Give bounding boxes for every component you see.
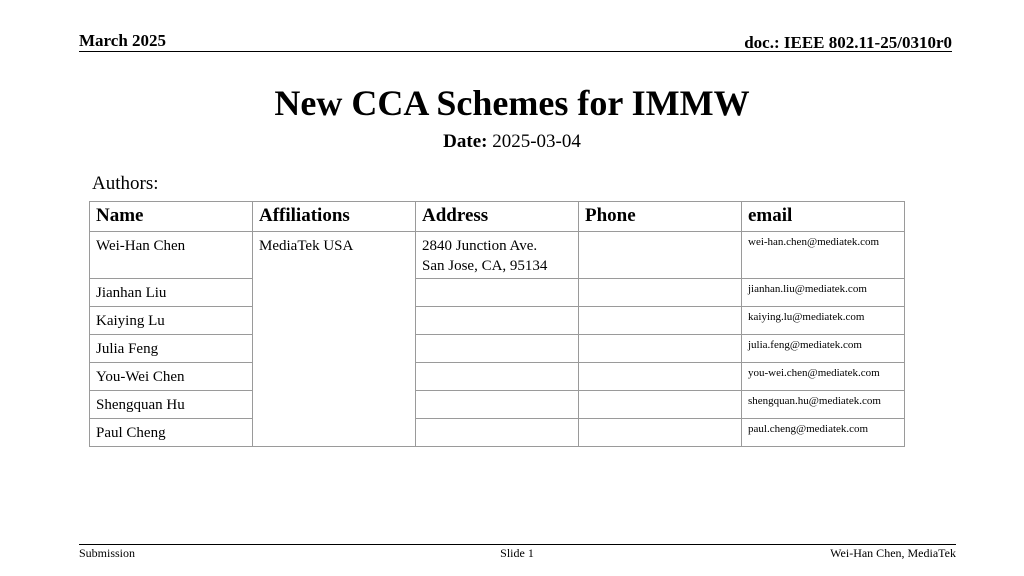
author-name: Paul Cheng bbox=[90, 419, 253, 447]
author-phone bbox=[579, 307, 742, 335]
table-row bbox=[90, 232, 905, 279]
table-row bbox=[90, 363, 905, 391]
footer-slide-number: Slide 1 bbox=[500, 546, 534, 560]
author-phone bbox=[579, 279, 742, 307]
author-address bbox=[416, 363, 579, 391]
author-email: wei-han.chen@mediatek.com bbox=[742, 232, 905, 279]
slide-title: New CCA Schemes for IMMW bbox=[274, 83, 750, 123]
footer-author: Wei-Han Chen, MediaTek bbox=[830, 546, 956, 560]
author-phone bbox=[579, 391, 742, 419]
footer-rule bbox=[79, 544, 956, 545]
table-row bbox=[90, 335, 905, 363]
authors-table bbox=[89, 201, 905, 447]
address-line-1: 2840 Junction Ave. bbox=[422, 238, 538, 254]
col-header-phone: Phone bbox=[579, 202, 742, 232]
author-address bbox=[416, 391, 579, 419]
author-address bbox=[416, 307, 579, 335]
header-doc-id: doc.: IEEE 802.11-25/0310r0 bbox=[744, 33, 952, 52]
table-row bbox=[90, 307, 905, 335]
author-name: Jianhan Liu bbox=[90, 279, 253, 307]
author-email: jianhan.liu@mediatek.com bbox=[742, 279, 905, 307]
author-phone bbox=[579, 232, 742, 279]
table-header-row bbox=[90, 202, 905, 232]
col-header-address: Address bbox=[416, 202, 579, 232]
author-name: Kaiying Lu bbox=[90, 307, 253, 335]
col-header-name: Name bbox=[90, 202, 253, 232]
author-phone bbox=[579, 335, 742, 363]
footer-submission: Submission bbox=[79, 546, 136, 560]
table-row bbox=[90, 391, 905, 419]
table-row bbox=[90, 279, 905, 307]
date-value: 2025-03-04 bbox=[492, 131, 581, 152]
author-name: Wei-Han Chen bbox=[90, 232, 253, 279]
col-header-email: email bbox=[742, 202, 905, 232]
author-address bbox=[416, 335, 579, 363]
author-name: Shengquan Hu bbox=[90, 391, 253, 419]
author-address bbox=[416, 279, 579, 307]
col-header-affiliations: Affiliations bbox=[253, 202, 416, 232]
header-date: March 2025 bbox=[79, 31, 167, 50]
author-name: Julia Feng bbox=[90, 335, 253, 363]
author-phone bbox=[579, 363, 742, 391]
date-line bbox=[0, 131, 1024, 153]
author-address bbox=[416, 232, 579, 279]
date-label: Date: bbox=[443, 131, 488, 152]
table-row bbox=[90, 419, 905, 447]
author-email: you-wei.chen@mediatek.com bbox=[742, 363, 905, 391]
author-email: julia.feng@mediatek.com bbox=[742, 335, 905, 363]
author-phone bbox=[579, 419, 742, 447]
author-email: paul.cheng@mediatek.com bbox=[742, 419, 905, 447]
author-name: You-Wei Chen bbox=[90, 363, 253, 391]
author-address bbox=[416, 419, 579, 447]
author-affiliation: MediaTek USA bbox=[253, 232, 416, 447]
author-email: kaiying.lu@mediatek.com bbox=[742, 307, 905, 335]
authors-label: Authors: bbox=[92, 173, 159, 194]
header-rule bbox=[79, 51, 952, 52]
address-line-2: San Jose, CA, 95134 bbox=[422, 258, 548, 274]
author-email: shengquan.hu@mediatek.com bbox=[742, 391, 905, 419]
